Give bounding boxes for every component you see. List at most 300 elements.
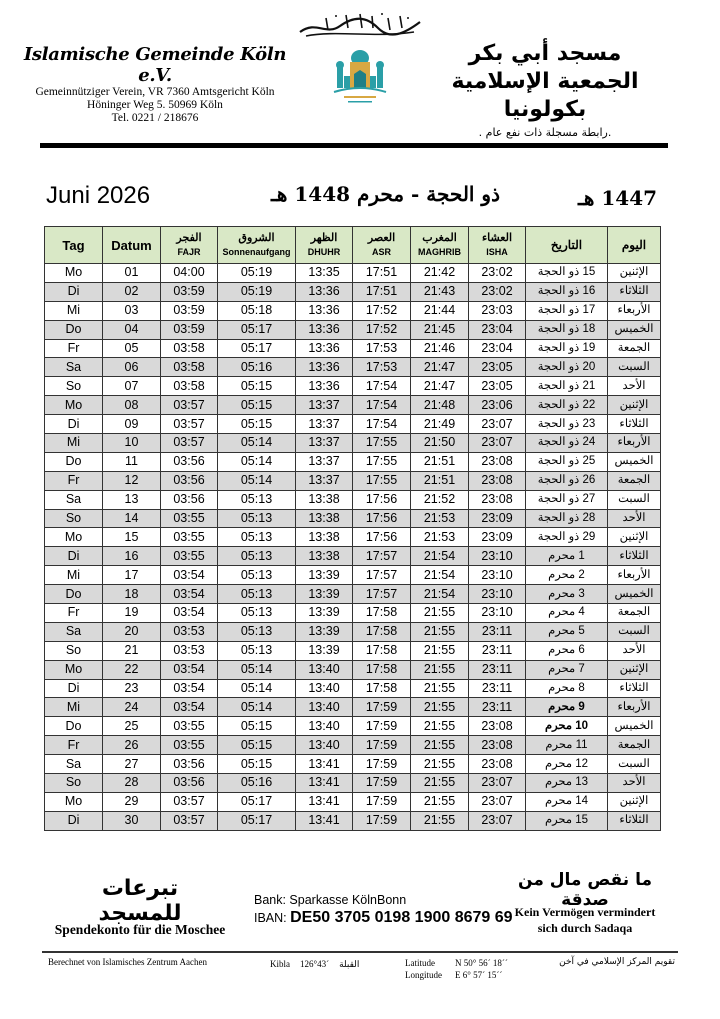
cell-tag: Do	[45, 585, 103, 604]
cell-sunrise: 05:13	[218, 585, 296, 604]
cell-sunrise: 05:14	[218, 452, 296, 471]
col-header-isha-en: ISHA	[486, 247, 508, 257]
col-header-sunrise-en: Sonnenaufgang	[222, 247, 291, 257]
cell-fajr: 03:59	[161, 282, 218, 301]
cell-sunrise: 05:18	[218, 301, 296, 320]
cell-fajr: 03:54	[161, 604, 218, 623]
cell-isha: 23:10	[469, 547, 526, 566]
cell-maghrib: 21:53	[411, 509, 469, 528]
cell-day-arabic: الأربعاء	[608, 434, 661, 453]
table-row	[45, 566, 661, 585]
cell-fajr: 03:55	[161, 717, 218, 736]
iban-number: DE50 3705 0198 1900 8679 69	[290, 909, 513, 926]
cell-dhuhr: 13:37	[296, 434, 353, 453]
cell-hijri-date: 8 محرم	[526, 679, 608, 698]
cell-dhuhr: 13:40	[296, 679, 353, 698]
cell-hijri-date: 23 ذو الحجة	[526, 415, 608, 434]
cell-fajr: 03:55	[161, 528, 218, 547]
table-row	[45, 509, 661, 528]
cell-asr: 17:51	[353, 264, 411, 283]
cell-datum: 29	[103, 792, 161, 811]
cell-hijri-date: 21 ذو الحجة	[526, 377, 608, 396]
cell-dhuhr: 13:38	[296, 547, 353, 566]
cell-sunrise: 05:16	[218, 774, 296, 793]
table-body	[45, 264, 661, 831]
cell-fajr: 03:53	[161, 622, 218, 641]
cell-asr: 17:58	[353, 604, 411, 623]
cell-sunrise: 05:13	[218, 547, 296, 566]
cell-isha: 23:07	[469, 415, 526, 434]
cell-tag: So	[45, 377, 103, 396]
cell-datum: 25	[103, 717, 161, 736]
cell-fajr: 03:57	[161, 792, 218, 811]
kibla-info	[270, 959, 369, 970]
cell-day-arabic: الخميس	[608, 585, 661, 604]
cell-dhuhr: 13:38	[296, 509, 353, 528]
cell-sunrise: 05:15	[218, 755, 296, 774]
cell-sunrise: 05:15	[218, 736, 296, 755]
cell-tag: Mo	[45, 396, 103, 415]
cell-asr: 17:56	[353, 490, 411, 509]
cell-dhuhr: 13:39	[296, 622, 353, 641]
basmala-calligraphy-icon	[296, 10, 424, 40]
cell-asr: 17:52	[353, 320, 411, 339]
org-subtitle-arabic: .رابطة مسجلة ذات نفع عام .	[478, 126, 612, 139]
cell-maghrib: 21:49	[411, 415, 469, 434]
cell-day-arabic: الأحد	[608, 377, 661, 396]
table-row	[45, 698, 661, 717]
cell-hijri-date: 13 محرم	[526, 774, 608, 793]
cell-maghrib: 21:42	[411, 264, 469, 283]
cell-fajr: 03:55	[161, 736, 218, 755]
cell-datum: 14	[103, 509, 161, 528]
hijri-start-year: 1447 هـ	[578, 186, 658, 210]
quote-german	[505, 904, 665, 936]
table-row	[45, 641, 661, 660]
cell-maghrib: 21:55	[411, 604, 469, 623]
cell-fajr: 03:54	[161, 698, 218, 717]
cell-asr: 17:56	[353, 528, 411, 547]
table-row	[45, 717, 661, 736]
cell-isha: 23:11	[469, 622, 526, 641]
calculated-by: Berechnet von Islamisches Zentrum Aachen	[48, 957, 207, 967]
cell-tag: Sa	[45, 490, 103, 509]
table-row	[45, 774, 661, 793]
cell-fajr: 03:54	[161, 585, 218, 604]
cell-tag: So	[45, 774, 103, 793]
col-header-fajr-en: FAJR	[177, 247, 201, 257]
cell-tag: So	[45, 641, 103, 660]
cell-maghrib: 21:47	[411, 358, 469, 377]
cell-isha: 23:07	[469, 774, 526, 793]
table-row	[45, 755, 661, 774]
cell-asr: 17:57	[353, 566, 411, 585]
cell-hijri-date: 5 محرم	[526, 622, 608, 641]
table-row	[45, 282, 661, 301]
cell-datum: 27	[103, 755, 161, 774]
cell-hijri-date: 4 محرم	[526, 604, 608, 623]
cell-dhuhr: 13:36	[296, 339, 353, 358]
cell-dhuhr: 13:40	[296, 736, 353, 755]
cell-day-arabic: الإثنين	[608, 792, 661, 811]
cell-isha: 23:08	[469, 755, 526, 774]
cell-asr: 17:58	[353, 622, 411, 641]
cell-maghrib: 21:54	[411, 585, 469, 604]
cell-datum: 17	[103, 566, 161, 585]
cell-day-arabic: الثلاثاء	[608, 547, 661, 566]
cell-datum: 28	[103, 774, 161, 793]
cell-datum: 26	[103, 736, 161, 755]
cell-tag: Fr	[45, 339, 103, 358]
cell-maghrib: 21:45	[411, 320, 469, 339]
cell-hijri-date: 1 محرم	[526, 547, 608, 566]
donation-title-arabic: تبرعات للمسجد	[98, 876, 182, 926]
cell-datum: 09	[103, 415, 161, 434]
table-row	[45, 622, 661, 641]
kibla-label: Kibla	[270, 959, 290, 969]
cell-fajr: 03:54	[161, 566, 218, 585]
cell-fajr: 03:57	[161, 434, 218, 453]
cell-day-arabic: السبت	[608, 490, 661, 509]
kibla-label-arabic: القبلة	[339, 959, 360, 969]
cell-asr: 17:55	[353, 471, 411, 490]
cell-tag: Do	[45, 320, 103, 339]
cell-fajr: 03:53	[161, 641, 218, 660]
cell-fajr: 03:56	[161, 755, 218, 774]
cell-isha: 23:07	[469, 434, 526, 453]
cell-maghrib: 21:55	[411, 792, 469, 811]
cell-tag: So	[45, 509, 103, 528]
cell-day-arabic: السبت	[608, 755, 661, 774]
table-row	[45, 604, 661, 623]
cell-day-arabic: الخميس	[608, 320, 661, 339]
cell-hijri-date: 29 ذو الحجة	[526, 528, 608, 547]
cell-tag: Mo	[45, 660, 103, 679]
cell-tag: Fr	[45, 471, 103, 490]
cell-sunrise: 05:13	[218, 490, 296, 509]
col-header-hijri-date: التاريخ	[526, 227, 608, 264]
col-header-sunrise	[218, 227, 296, 264]
table-header-row	[45, 227, 661, 264]
cell-fajr: 03:56	[161, 471, 218, 490]
cell-sunrise: 05:13	[218, 622, 296, 641]
cell-datum: 18	[103, 585, 161, 604]
cell-asr: 17:54	[353, 396, 411, 415]
table-row	[45, 490, 661, 509]
cell-sunrise: 05:17	[218, 320, 296, 339]
cell-day-arabic: الأحد	[608, 641, 661, 660]
cell-maghrib: 21:55	[411, 641, 469, 660]
col-header-dhuhr	[296, 227, 353, 264]
cell-datum: 12	[103, 471, 161, 490]
cell-hijri-date: 11 محرم	[526, 736, 608, 755]
cell-dhuhr: 13:35	[296, 264, 353, 283]
cell-tag: Fr	[45, 604, 103, 623]
table-row	[45, 736, 661, 755]
cell-isha: 23:04	[469, 320, 526, 339]
cell-tag: Mi	[45, 434, 103, 453]
cell-datum: 01	[103, 264, 161, 283]
cell-fajr: 03:58	[161, 377, 218, 396]
cell-dhuhr: 13:36	[296, 282, 353, 301]
cell-hijri-date: 15 محرم	[526, 811, 608, 830]
cell-day-arabic: الأربعاء	[608, 566, 661, 585]
cell-dhuhr: 13:39	[296, 641, 353, 660]
cell-hijri-date: 19 ذو الحجة	[526, 339, 608, 358]
table-row	[45, 528, 661, 547]
cell-maghrib: 21:55	[411, 774, 469, 793]
cell-sunrise: 05:17	[218, 811, 296, 830]
cell-isha: 23:05	[469, 358, 526, 377]
cell-asr: 17:57	[353, 585, 411, 604]
cell-hijri-date: 17 ذو الحجة	[526, 301, 608, 320]
cell-day-arabic: الثلاثاء	[608, 415, 661, 434]
cell-isha: 23:11	[469, 698, 526, 717]
cell-fajr: 03:54	[161, 679, 218, 698]
table-row	[45, 471, 661, 490]
cell-sunrise: 05:14	[218, 660, 296, 679]
col-header-day-ar: اليوم	[608, 227, 661, 264]
cell-isha: 23:05	[469, 377, 526, 396]
cell-tag: Do	[45, 452, 103, 471]
cell-isha: 23:08	[469, 490, 526, 509]
cell-asr: 17:52	[353, 301, 411, 320]
col-header-maghrib	[411, 227, 469, 264]
cell-tag: Fr	[45, 736, 103, 755]
org-name-arabic: الجمعية الإسلامية بكولونيا	[451, 69, 639, 122]
cell-tag: Sa	[45, 622, 103, 641]
cell-isha: 23:07	[469, 792, 526, 811]
table-row	[45, 792, 661, 811]
cell-dhuhr: 13:41	[296, 811, 353, 830]
cell-sunrise: 05:15	[218, 377, 296, 396]
cell-sunrise: 05:13	[218, 604, 296, 623]
cell-day-arabic: الجمعة	[608, 604, 661, 623]
col-header-maghrib-en: MAGHRIB	[418, 247, 461, 257]
cell-maghrib: 21:48	[411, 396, 469, 415]
cell-fajr: 03:55	[161, 547, 218, 566]
cell-asr: 17:57	[353, 547, 411, 566]
table-row	[45, 811, 661, 830]
cell-maghrib: 21:52	[411, 490, 469, 509]
latitude-value: N 50° 56´ 18´´	[455, 958, 508, 968]
cell-day-arabic: الأحد	[608, 509, 661, 528]
cell-dhuhr: 13:39	[296, 604, 353, 623]
cell-asr: 17:59	[353, 792, 411, 811]
footer-divider	[42, 951, 678, 953]
cell-maghrib: 21:47	[411, 377, 469, 396]
cell-hijri-date: 15 ذو الحجة	[526, 264, 608, 283]
cell-tag: Mo	[45, 264, 103, 283]
org-info-german	[20, 44, 290, 125]
cell-fajr: 03:57	[161, 396, 218, 415]
cell-hijri-date: 20 ذو الحجة	[526, 358, 608, 377]
table-row	[45, 320, 661, 339]
cell-day-arabic: الأربعاء	[608, 698, 661, 717]
col-header-dhuhr-en: DHUHR	[307, 247, 341, 257]
cell-sunrise: 05:15	[218, 717, 296, 736]
cell-dhuhr: 13:38	[296, 490, 353, 509]
cell-sunrise: 05:14	[218, 698, 296, 717]
cell-isha: 23:08	[469, 736, 526, 755]
col-header-datum: Datum	[103, 227, 161, 264]
table-row	[45, 377, 661, 396]
cell-tag: Di	[45, 811, 103, 830]
cell-datum: 21	[103, 641, 161, 660]
cell-datum: 20	[103, 622, 161, 641]
cell-day-arabic: الثلاثاء	[608, 679, 661, 698]
cell-maghrib: 21:55	[411, 622, 469, 641]
iban-label: IBAN:	[254, 911, 291, 925]
col-header-isha-ar: العشاء	[481, 232, 513, 244]
cell-sunrise: 05:17	[218, 792, 296, 811]
cell-datum: 24	[103, 698, 161, 717]
table-row	[45, 660, 661, 679]
cell-isha: 23:06	[469, 396, 526, 415]
org-phone: Tel. 0221 / 218676	[111, 112, 199, 124]
cell-fajr: 03:56	[161, 774, 218, 793]
cell-dhuhr: 13:41	[296, 792, 353, 811]
cell-day-arabic: الأربعاء	[608, 301, 661, 320]
coordinates	[405, 957, 508, 981]
cell-isha: 23:09	[469, 528, 526, 547]
cell-dhuhr: 13:40	[296, 698, 353, 717]
cell-hijri-date: 24 ذو الحجة	[526, 434, 608, 453]
cell-hijri-date: 18 ذو الحجة	[526, 320, 608, 339]
cell-isha: 23:02	[469, 282, 526, 301]
table-row	[45, 396, 661, 415]
cell-day-arabic: الأحد	[608, 774, 661, 793]
cell-asr: 17:59	[353, 755, 411, 774]
cell-hijri-date: 26 ذو الحجة	[526, 471, 608, 490]
cell-maghrib: 21:54	[411, 547, 469, 566]
cell-datum: 08	[103, 396, 161, 415]
cell-tag: Mi	[45, 301, 103, 320]
col-header-dhuhr-ar: الظهر	[310, 232, 338, 244]
cell-hijri-date: 7 محرم	[526, 660, 608, 679]
cell-datum: 07	[103, 377, 161, 396]
cell-asr: 17:59	[353, 698, 411, 717]
cell-isha: 23:02	[469, 264, 526, 283]
cell-asr: 17:53	[353, 339, 411, 358]
cell-datum: 03	[103, 301, 161, 320]
cell-isha: 23:08	[469, 452, 526, 471]
donation-title-german: Spendekonto für die Moschee	[54, 922, 226, 937]
cell-isha: 23:11	[469, 641, 526, 660]
cell-isha: 23:03	[469, 301, 526, 320]
cell-isha: 23:04	[469, 339, 526, 358]
cell-maghrib: 21:51	[411, 452, 469, 471]
cell-fajr: 03:56	[161, 452, 218, 471]
cell-sunrise: 05:13	[218, 528, 296, 547]
cell-asr: 17:59	[353, 811, 411, 830]
cell-hijri-date: 28 ذو الحجة	[526, 509, 608, 528]
cell-hijri-date: 9 محرم	[526, 698, 608, 717]
cell-fajr: 03:55	[161, 509, 218, 528]
cell-dhuhr: 13:41	[296, 774, 353, 793]
cell-dhuhr: 13:37	[296, 471, 353, 490]
cell-tag: Do	[45, 717, 103, 736]
cell-sunrise: 05:14	[218, 434, 296, 453]
cell-dhuhr: 13:40	[296, 717, 353, 736]
cell-tag: Di	[45, 415, 103, 434]
longitude-value: E 6° 57´ 15´´	[455, 970, 503, 980]
cell-tag: Mo	[45, 528, 103, 547]
month-hijri-range: ذو الحجة - محرم 1448 هـ	[271, 182, 500, 206]
table-row	[45, 415, 661, 434]
cell-hijri-date: 2 محرم	[526, 566, 608, 585]
cell-maghrib: 21:55	[411, 698, 469, 717]
cell-maghrib: 21:55	[411, 755, 469, 774]
prayer-times-table	[44, 226, 661, 831]
cell-dhuhr: 13:37	[296, 452, 353, 471]
cell-asr: 17:55	[353, 452, 411, 471]
table-row	[45, 339, 661, 358]
cell-datum: 13	[103, 490, 161, 509]
cell-day-arabic: الجمعة	[608, 736, 661, 755]
col-header-asr	[353, 227, 411, 264]
cell-maghrib: 21:43	[411, 282, 469, 301]
cell-fajr: 04:00	[161, 264, 218, 283]
cell-day-arabic: الإثنين	[608, 264, 661, 283]
org-registration: Gemeinnütziger Verein, VR 7360 Amtsgericht Köln	[35, 86, 275, 98]
cell-dhuhr: 13:36	[296, 377, 353, 396]
org-title-german: Islamische Gemeinde Köln e.V.	[23, 44, 287, 86]
cell-datum: 11	[103, 452, 161, 471]
cell-maghrib: 21:46	[411, 339, 469, 358]
cell-fajr: 03:59	[161, 320, 218, 339]
cell-maghrib: 21:44	[411, 301, 469, 320]
cell-hijri-date: 22 ذو الحجة	[526, 396, 608, 415]
cell-asr: 17:59	[353, 736, 411, 755]
mosque-name-arabic: مسجد أبي بكر	[468, 41, 622, 66]
cell-asr: 17:59	[353, 717, 411, 736]
cell-datum: 06	[103, 358, 161, 377]
cell-fajr: 03:56	[161, 490, 218, 509]
col-header-sunrise-ar: الشروق	[238, 232, 275, 244]
cell-maghrib: 21:55	[411, 679, 469, 698]
cell-isha: 23:08	[469, 717, 526, 736]
cell-day-arabic: الإثنين	[608, 660, 661, 679]
cell-asr: 17:56	[353, 509, 411, 528]
cell-tag: Mo	[45, 792, 103, 811]
cell-sunrise: 05:15	[218, 396, 296, 415]
cell-datum: 05	[103, 339, 161, 358]
cell-maghrib: 21:51	[411, 471, 469, 490]
cell-dhuhr: 13:37	[296, 415, 353, 434]
cell-hijri-date: 10 محرم	[526, 717, 608, 736]
cell-tag: Sa	[45, 358, 103, 377]
cell-day-arabic: الجمعة	[608, 471, 661, 490]
latitude-label: Latitude	[405, 958, 435, 968]
cell-hijri-date: 3 محرم	[526, 585, 608, 604]
col-header-maghrib-ar: المغرب	[422, 232, 457, 244]
bank-name: Bank: Sparkasse KölnBonn	[254, 893, 407, 907]
cell-sunrise: 05:14	[218, 471, 296, 490]
cell-datum: 15	[103, 528, 161, 547]
cell-sunrise: 05:19	[218, 282, 296, 301]
cell-isha: 23:07	[469, 811, 526, 830]
cell-day-arabic: الخميس	[608, 452, 661, 471]
cell-day-arabic: الخميس	[608, 717, 661, 736]
col-header-asr-ar: العصر	[367, 232, 396, 244]
quote-arabic: ما نقص مال من صدقة	[518, 870, 652, 910]
cell-asr: 17:54	[353, 377, 411, 396]
cell-isha: 23:11	[469, 679, 526, 698]
cell-asr: 17:58	[353, 641, 411, 660]
cell-datum: 16	[103, 547, 161, 566]
cell-sunrise: 05:13	[218, 566, 296, 585]
